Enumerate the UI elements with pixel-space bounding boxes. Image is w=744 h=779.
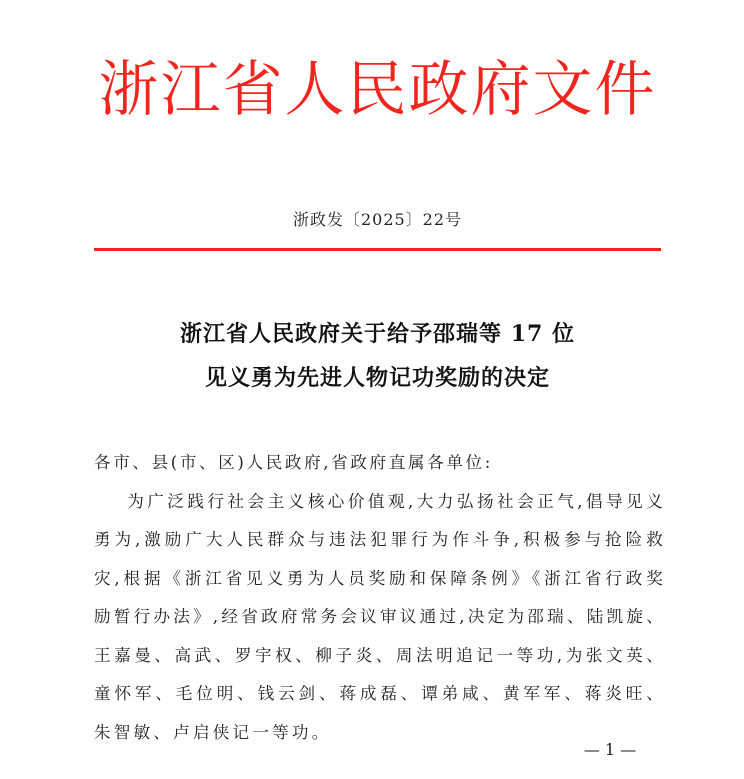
red-divider-line: [94, 248, 661, 251]
body-paragraph: 为广泛践行社会主义核心价值观,大力弘扬社会正气,倡导见义勇为,激励广大人民群众与违法犯罪行为作斗争,积极参与抢险救灾,根据《浙江省见义勇为人员奖励和保障条例》《浙江省行政奖励暂行办法》,经省政府常务会议审议通过,决定为邵瑞、陆凯旋、王嘉曼、高武、罗宇权、柳子炎、周法明追记一等功,为张文英、童怀军、毛位明、钱云剑、蒋成磊、谭弟咸、黄军军、蒋炎旺、朱智敏、卢启侠记一等功。: [94, 491, 666, 742]
document-title-line-1: 浙江省人民政府关于给予邵瑞等 17 位: [180, 321, 575, 347]
document-masthead: 浙江省人民政府文件: [98, 55, 657, 125]
salutation: 各市、县(市、区)人民政府,省政府直属各单位:: [94, 453, 493, 472]
document-body: [94, 444, 666, 752]
page-number: — 1 —: [583, 740, 637, 759]
document-title-line-2: 见义勇为先进人物记功奖励的决定: [204, 365, 550, 391]
document-title: [94, 312, 661, 400]
document-number: 浙政发〔2025〕22号: [292, 210, 463, 229]
